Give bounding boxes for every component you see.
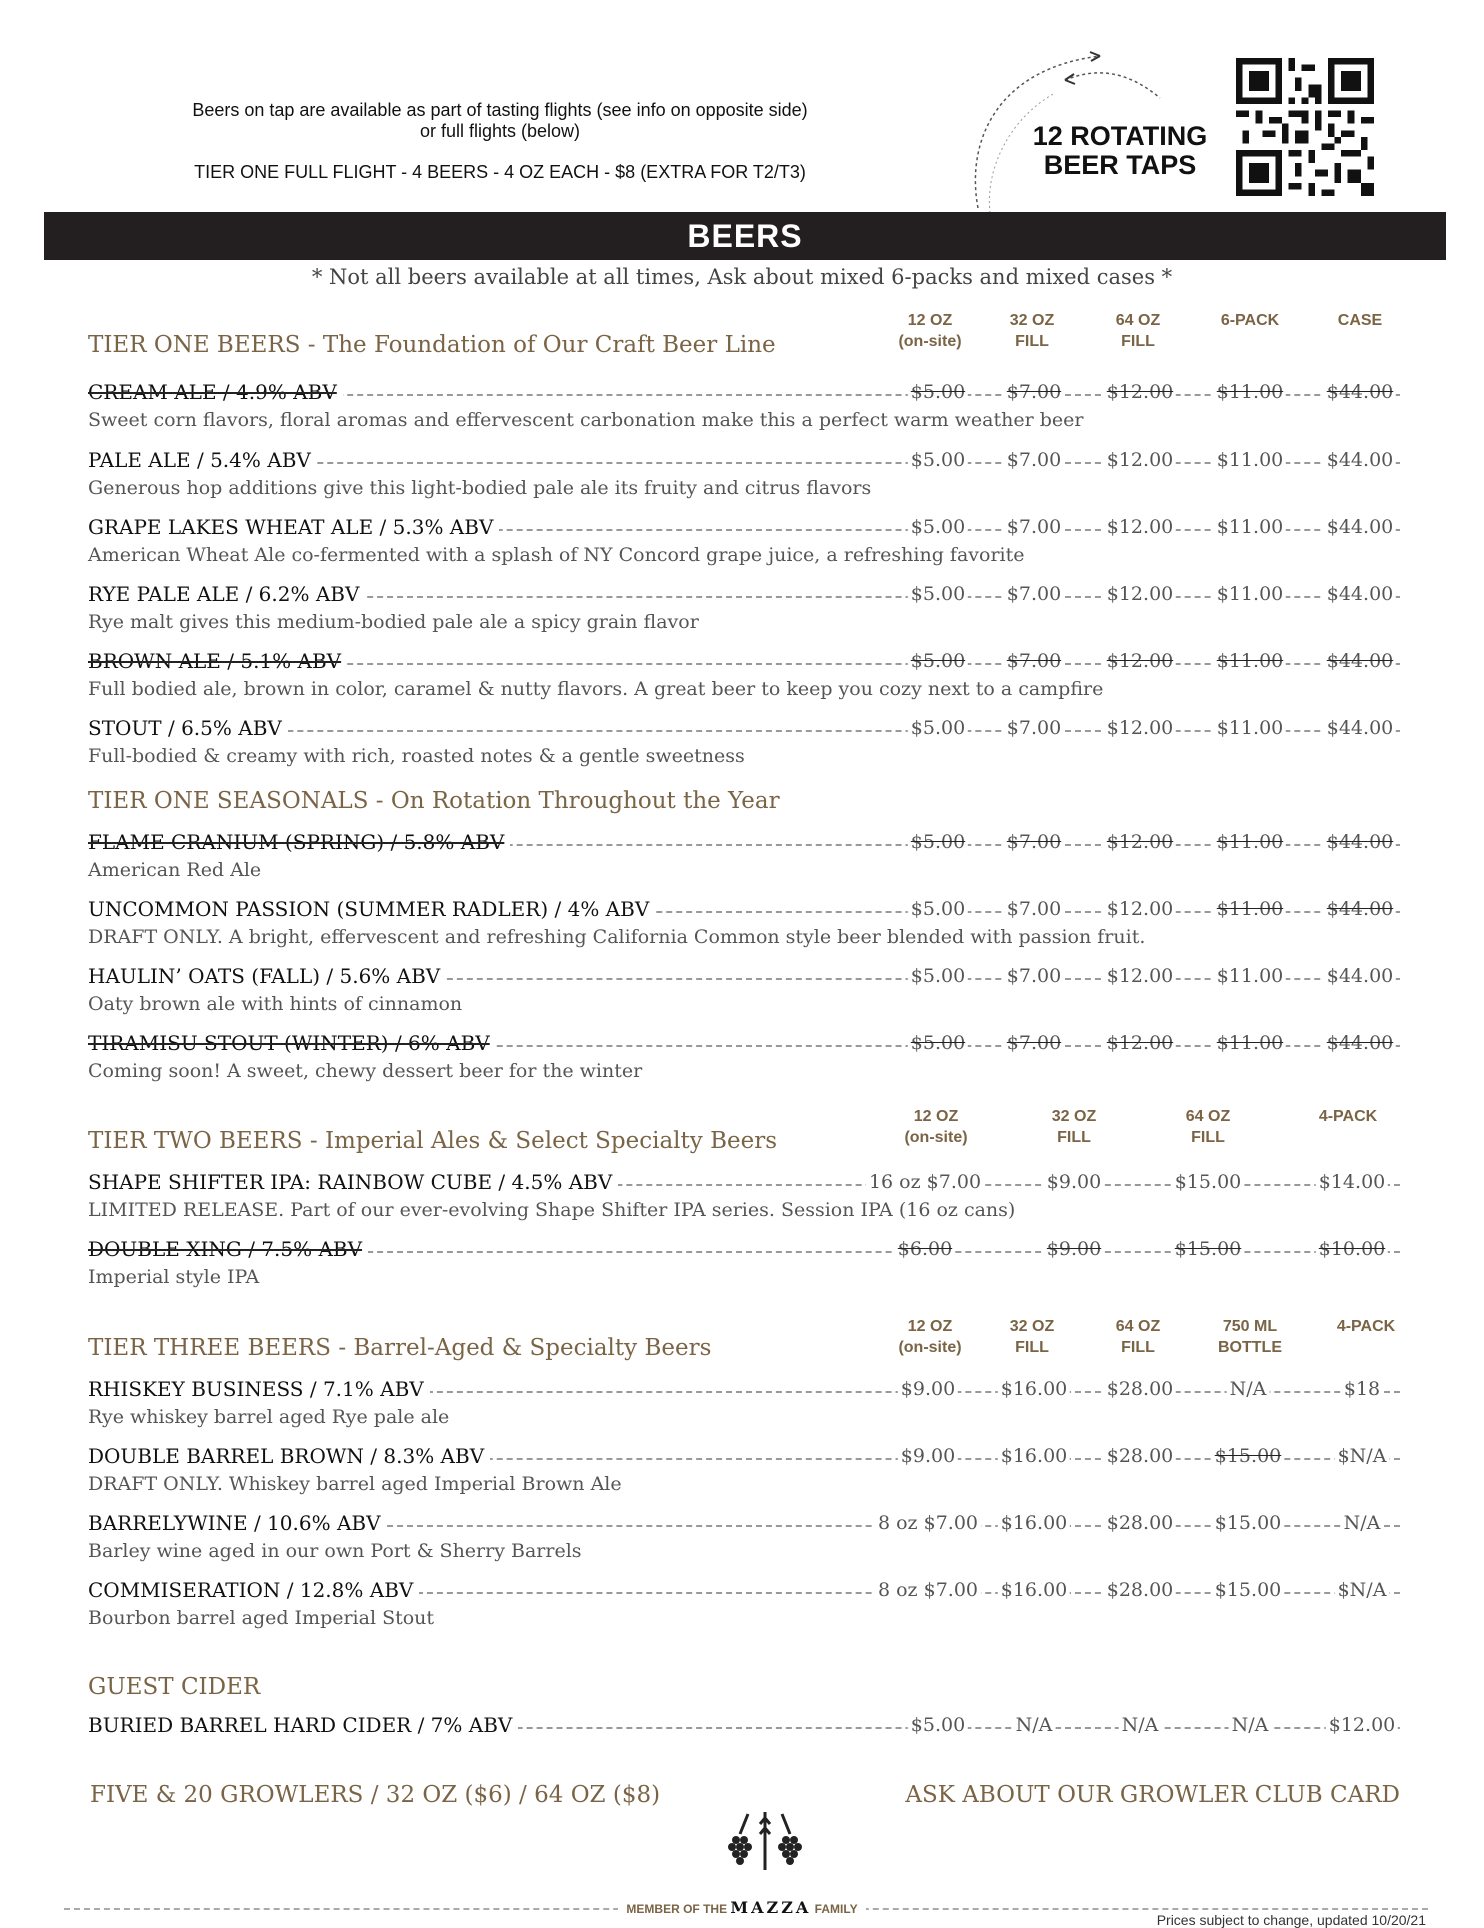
col-header-line2: (on-site) (904, 1129, 968, 1146)
beer-description: Sweet corn flavors, floral aromas and effervescent carbonation make this a perfect warm weather beer (88, 409, 1084, 431)
prices-disclaimer: Prices subject to change, updated 10/20/21 (1156, 1912, 1426, 1928)
price-cell: $12.00 (1104, 831, 1176, 853)
price-cell: $44.00 (1324, 583, 1396, 605)
price-cell: $7.00 (1004, 965, 1064, 987)
price-cell: $12.00 (1104, 583, 1176, 605)
col-header-line2: FILL (1191, 1129, 1225, 1146)
price-cell: $44.00 (1324, 516, 1396, 538)
col-header-line1: 12 OZ (913, 1108, 959, 1125)
beer-name: RHISKEY BUSINESS / 7.1% ABV (88, 1377, 430, 1401)
beer-name: GRAPE LAKES WHEAT ALE / 5.3% ABV (88, 515, 499, 539)
price-cell: $10.00 (1316, 1238, 1388, 1260)
col-header (888, 1106, 984, 1148)
price-cell: $14.00 (1316, 1171, 1388, 1193)
col-header-line2: FILL (1121, 1339, 1155, 1356)
beer-description: American Red Ale (88, 859, 262, 881)
price-cell: $12.00 (1104, 516, 1176, 538)
price-cell: $11.00 (1214, 1032, 1286, 1054)
price-cell: $7.00 (1004, 650, 1064, 672)
beer-name: BROWN ALE / 5.1% ABV (88, 649, 347, 673)
col-header-line1: 4-PACK (1318, 1108, 1378, 1125)
price-cell: $5.00 (908, 449, 968, 471)
col-header-line1: 32 OZ (1051, 1108, 1097, 1125)
price-cell: $28.00 (1104, 1378, 1176, 1400)
beer-description: DRAFT ONLY. A bright, effervescent and refreshing California Common style beer blended with passion fruit. (88, 926, 1146, 948)
price-cell: $6.00 (895, 1238, 955, 1260)
beer-name: TIRAMISU STOUT (WINTER) / 6% ABV (88, 1031, 496, 1055)
price-cell: $12.00 (1326, 1714, 1398, 1736)
price-cell: $9.00 (1044, 1238, 1104, 1260)
beer-name: UNCOMMON PASSION (SUMMER RADLER) / 4% ABV (88, 897, 655, 921)
beer-name: HAULIN’ OATS (FALL) / 5.6% ABV (88, 964, 446, 988)
price-cell: $7.00 (1004, 516, 1064, 538)
beer-description: Full-bodied & creamy with rich, roasted notes & a gentle sweetness (88, 745, 745, 767)
col-header-line2: FILL (1121, 333, 1155, 350)
price-cell: $11.00 (1214, 965, 1286, 987)
tier-one-title: TIER ONE BEERS - The Foundation of Our Craft Beer Line (88, 332, 776, 358)
col-header (1318, 310, 1402, 331)
beer-description: Rye malt gives this medium-bodied pale ale a spicy grain flavor (88, 611, 699, 633)
price-cell: $5.00 (908, 831, 968, 853)
price-cell: 8 oz $7.00 (875, 1512, 981, 1534)
beer-description: DRAFT ONLY. Whiskey barrel aged Imperial Brown Ale (88, 1473, 622, 1495)
qr-code-icon[interactable] (1236, 58, 1374, 196)
price-cell: $16.00 (998, 1378, 1070, 1400)
grape-wheat-logo-icon (722, 1810, 808, 1874)
guest-cider-title: GUEST CIDER (88, 1674, 261, 1700)
price-cell: $5.00 (908, 717, 968, 739)
col-header (882, 310, 978, 352)
col-header-line1: CASE (1337, 312, 1383, 329)
price-cell: $11.00 (1214, 717, 1286, 739)
price-cell: $11.00 (1214, 583, 1286, 605)
price-cell: $15.00 (1212, 1445, 1284, 1467)
beer-description: Generous hop additions give this light-bodied pale ale its fruity and citrus flavors (88, 477, 872, 499)
price-cell: $5.00 (908, 381, 968, 403)
price-cell: $5.00 (908, 583, 968, 605)
availability-notice: * Not all beers available at all times, Ask about mixed 6-packs and mixed cases * (311, 265, 1173, 289)
price-cell: $11.00 (1214, 516, 1286, 538)
col-header-line2: FILL (1057, 1129, 1091, 1146)
rotating-taps-line1: 12 ROTATING (1032, 121, 1208, 151)
price-cell: N/A (1013, 1714, 1056, 1736)
price-cell: $12.00 (1104, 1032, 1176, 1054)
beer-name: DOUBLE XING / 7.5% ABV (88, 1237, 368, 1261)
flight-info-line1: Beers on tap are available as part of tasting flights (see info on opposite side) (192, 100, 808, 120)
price-cell: $16.00 (998, 1445, 1070, 1467)
col-header-line2: FILL (1015, 1339, 1049, 1356)
price-cell: $11.00 (1214, 898, 1286, 920)
col-header (1166, 1106, 1250, 1148)
col-header (1096, 1316, 1180, 1358)
beer-name: FLAME CRANIUM (SPRING) / 5.8% ABV (88, 830, 510, 854)
col-header (1096, 310, 1180, 352)
beers-banner: BEERS (44, 212, 1446, 260)
price-cell: $7.00 (1004, 831, 1064, 853)
seasonals-title: TIER ONE SEASONALS - On Rotation Throughout the Year (88, 788, 780, 814)
col-header (1300, 1106, 1396, 1127)
mazza-brand: MAZZA (730, 1898, 812, 1917)
price-cell: $44.00 (1324, 381, 1396, 403)
col-header (1202, 310, 1298, 331)
col-header-line1: 12 OZ (907, 312, 953, 329)
price-cell: $16.00 (998, 1579, 1070, 1601)
beer-name: COMMISERATION / 12.8% ABV (88, 1578, 419, 1602)
price-cell: N/A (1229, 1714, 1272, 1736)
price-cell: $12.00 (1104, 898, 1176, 920)
col-header-line1: 64 OZ (1115, 312, 1161, 329)
col-header (1202, 1316, 1298, 1358)
col-header-line1: 32 OZ (1009, 1318, 1055, 1335)
beer-description: Imperial style IPA (88, 1266, 260, 1288)
col-header (990, 1316, 1074, 1358)
price-cell: N/A (1119, 1714, 1162, 1736)
price-cell: $15.00 (1212, 1512, 1284, 1534)
price-cell: $7.00 (1004, 381, 1064, 403)
col-header-line2: BOTTLE (1218, 1339, 1282, 1356)
price-cell: $5.00 (908, 1032, 968, 1054)
tier-three-title: TIER THREE BEERS - Barrel-Aged & Specialty Beers (88, 1335, 712, 1361)
price-cell: $5.00 (908, 965, 968, 987)
price-cell: $12.00 (1104, 717, 1176, 739)
beer-description: Full bodied ale, brown in color, caramel & nutty flavors. A great beer to keep you cozy next to a campfire (88, 678, 1104, 700)
price-cell: $18 (1341, 1378, 1383, 1400)
price-cell: $5.00 (908, 516, 968, 538)
col-header-line1: 64 OZ (1185, 1108, 1231, 1125)
flight-info-note (60, 100, 940, 142)
price-cell: $7.00 (1004, 449, 1064, 471)
price-cell: $11.00 (1214, 831, 1286, 853)
beer-name: PALE ALE / 5.4% ABV (88, 448, 317, 472)
beer-description: LIMITED RELEASE. Part of our ever-evolving Shape Shifter IPA series. Session IPA (16 oz cans) (88, 1199, 1016, 1221)
price-cell: $9.00 (898, 1445, 958, 1467)
tier-two-title: TIER TWO BEERS - Imperial Ales & Select Specialty Beers (88, 1128, 778, 1154)
price-cell: $5.00 (908, 1714, 968, 1736)
col-header-line1: 64 OZ (1115, 1318, 1161, 1335)
price-cell: $9.00 (898, 1378, 958, 1400)
col-header-line2: FILL (1015, 333, 1049, 350)
beer-description: Barley wine aged in our own Port & Sherry Barrels (88, 1540, 582, 1562)
beer-description: Bourbon barrel aged Imperial Stout (88, 1607, 435, 1629)
col-header (882, 1316, 978, 1358)
price-cell: $12.00 (1104, 381, 1176, 403)
price-cell: $28.00 (1104, 1512, 1176, 1534)
col-header-line1: 4-PACK (1336, 1318, 1396, 1335)
beer-description: Rye whiskey barrel aged Rye pale ale (88, 1406, 450, 1428)
price-cell: $N/A (1335, 1579, 1390, 1601)
price-cell: 8 oz $7.00 (875, 1579, 981, 1601)
price-cell: $11.00 (1214, 381, 1286, 403)
beer-name: BURIED BARREL HARD CIDER / 7% ABV (88, 1713, 518, 1737)
price-cell: 16 oz $7.00 (866, 1171, 984, 1193)
col-header-line2: (on-site) (898, 1339, 962, 1356)
price-cell: $12.00 (1104, 650, 1176, 672)
col-header-line1: 6-PACK (1220, 312, 1280, 329)
price-cell: $16.00 (998, 1512, 1070, 1534)
price-cell: $5.00 (908, 650, 968, 672)
rotating-taps-label (1020, 122, 1220, 180)
beer-name: STOUT / 6.5% ABV (88, 716, 288, 740)
growler-prices: FIVE & 20 GROWLERS / 32 OZ ($6) / 64 OZ ($8) (90, 1782, 661, 1808)
price-cell: $7.00 (1004, 583, 1064, 605)
price-cell: $15.00 (1172, 1238, 1244, 1260)
price-cell: $15.00 (1212, 1579, 1284, 1601)
price-cell: $11.00 (1214, 650, 1286, 672)
col-header-line1: 750 ML (1222, 1318, 1278, 1335)
tier-one-flight-line: TIER ONE FULL FLIGHT - 4 BEERS - 4 OZ EACH - $8 (EXTRA FOR T2/T3) (194, 162, 806, 182)
price-cell: $44.00 (1324, 898, 1396, 920)
beer-name: BARRELYWINE / 10.6% ABV (88, 1511, 387, 1535)
price-cell: $44.00 (1324, 650, 1396, 672)
price-cell: $15.00 (1172, 1171, 1244, 1193)
beer-name: CREAM ALE / 4.9% ABV (88, 380, 343, 404)
price-cell: $44.00 (1324, 717, 1396, 739)
col-header-line1: 32 OZ (1009, 312, 1055, 329)
price-cell: $11.00 (1214, 449, 1286, 471)
price-cell: N/A (1341, 1512, 1384, 1534)
col-header-line2: (on-site) (898, 333, 962, 350)
rotating-taps-line2: BEER TAPS (1043, 150, 1197, 180)
price-cell: $12.00 (1104, 449, 1176, 471)
price-cell: $44.00 (1324, 449, 1396, 471)
price-cell: $7.00 (1004, 898, 1064, 920)
growler-club-card: ASK ABOUT OUR GROWLER CLUB CARD (905, 1782, 1400, 1808)
price-cell: $44.00 (1324, 831, 1396, 853)
price-cell: $7.00 (1004, 1032, 1064, 1054)
col-header (990, 310, 1074, 352)
flight-info-line2: or full flights (below) (419, 121, 581, 141)
price-cell: $12.00 (1104, 965, 1176, 987)
price-cell: $7.00 (1004, 717, 1064, 739)
price-cell: $5.00 (908, 898, 968, 920)
price-cell: $44.00 (1324, 1032, 1396, 1054)
beer-description: Oaty brown ale with hints of cinnamon (88, 993, 463, 1015)
member-suffix: FAMILY (814, 1902, 858, 1916)
beer-name: RYE PALE ALE / 6.2% ABV (88, 582, 365, 606)
price-cell: $44.00 (1324, 965, 1396, 987)
price-cell: $28.00 (1104, 1445, 1176, 1467)
col-header (1032, 1106, 1116, 1148)
col-header (1318, 1316, 1414, 1337)
beer-description: American Wheat Ale co-fermented with a splash of NY Concord grape juice, a refreshing favorite (88, 544, 1025, 566)
price-cell: $28.00 (1104, 1579, 1176, 1601)
beer-description: Coming soon! A sweet, chewy dessert beer for the winter (88, 1060, 643, 1082)
beer-name: DOUBLE BARREL BROWN / 8.3% ABV (88, 1444, 490, 1468)
price-cell: $9.00 (1044, 1171, 1104, 1193)
member-prefix: MEMBER OF THE (626, 1902, 728, 1916)
price-cell: N/A (1227, 1378, 1270, 1400)
col-header-line1: 12 OZ (907, 1318, 953, 1335)
beer-name: SHAPE SHIFTER IPA: RAINBOW CUBE / 4.5% ABV (88, 1170, 618, 1194)
price-cell: $N/A (1335, 1445, 1390, 1467)
